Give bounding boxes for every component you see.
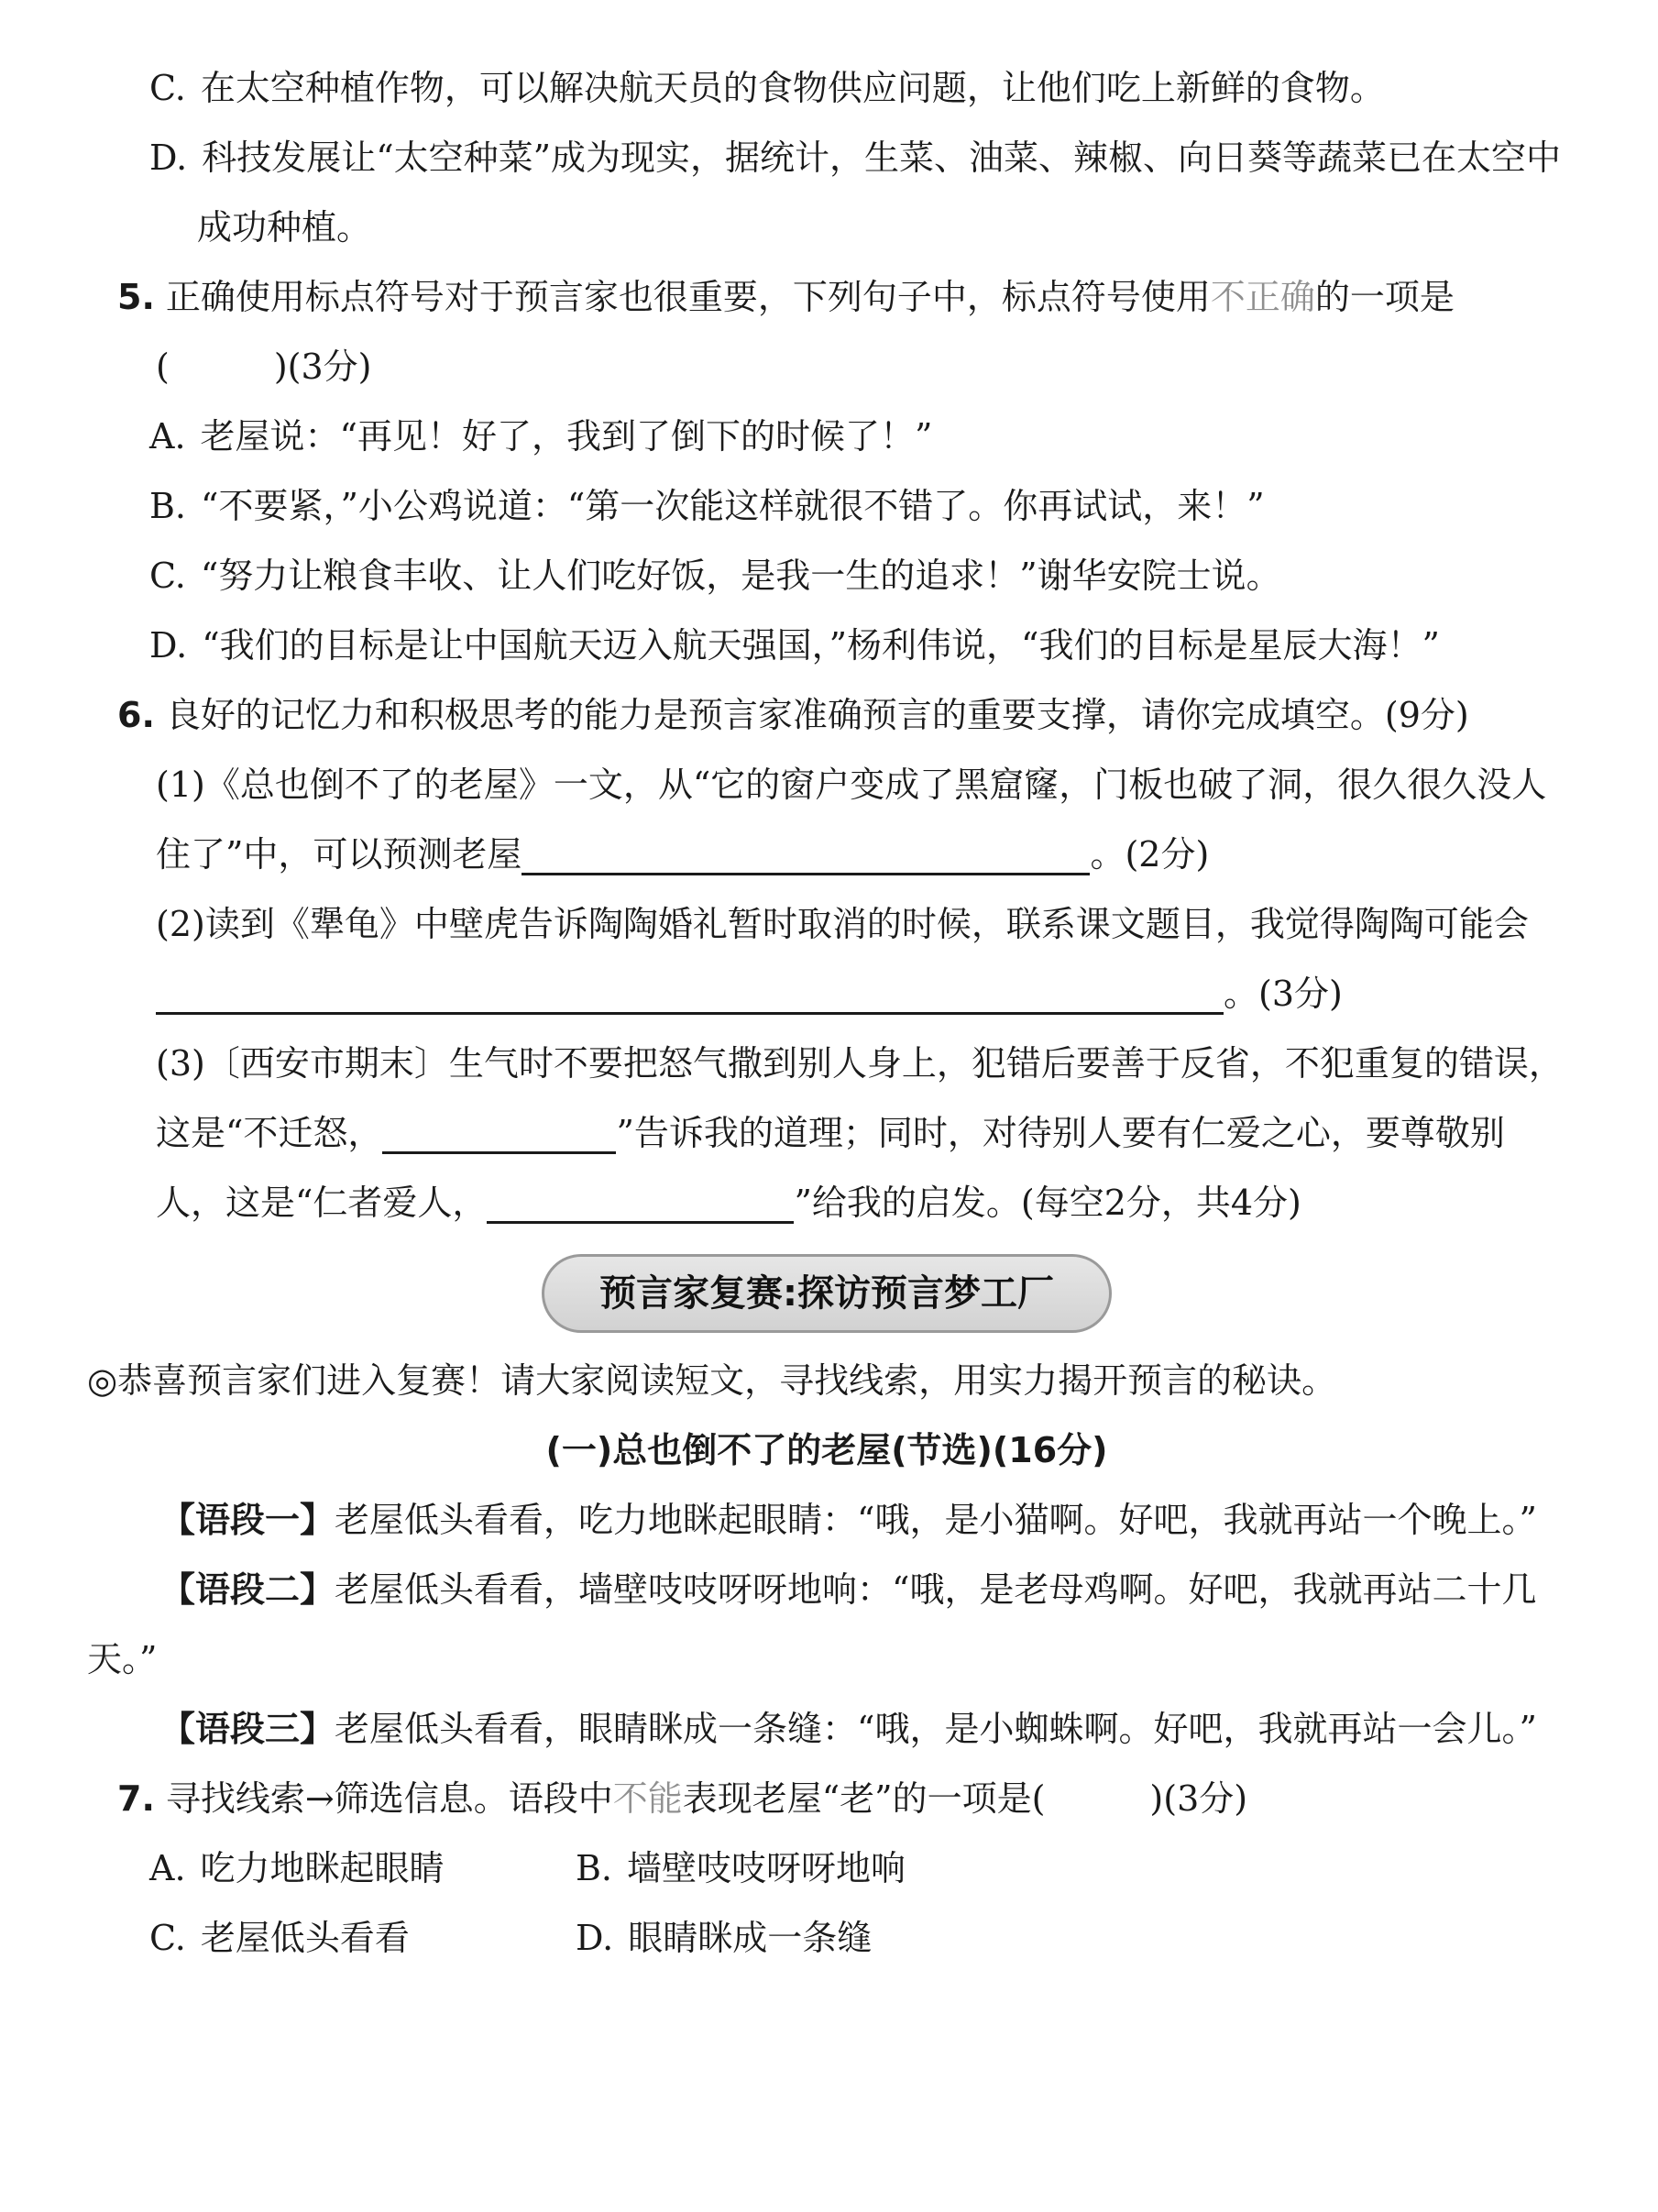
question-5-lead: 正确使用标点符号对于预言家也很重要，下列句子中，标点符号使用	[165, 277, 1211, 317]
item-score: 。(2分)	[1090, 834, 1210, 875]
passage-heading: (一)总也倒不了的老屋(节选)(16分)	[545, 1430, 1108, 1470]
q5-option-c	[149, 541, 1566, 611]
option-label: D.	[149, 625, 188, 666]
passage-2	[87, 1555, 1566, 1694]
item-text: 生气时不要把怒气撒到别人身上，犯错后要善于反省，不犯重复的错误，这是“不迁怒，	[156, 1043, 1564, 1153]
option-text: 在太空种植作物，可以解决航天员的食物供应问题，让他们吃上新鲜的食物。	[200, 68, 1385, 108]
fill-blank-3a	[382, 1151, 616, 1154]
passage-text: 老屋低头看看，吃力地眯起眼睛：“哦，是小猫啊。好吧，我就再站一个晚上。”	[335, 1500, 1537, 1540]
fill-blank-3b	[487, 1221, 794, 1224]
question-7-tail: 表现老屋“老”的一项是( )(3分)	[682, 1778, 1248, 1819]
question-7-lead: 寻找线索→筛选信息。语段中	[165, 1778, 613, 1819]
section-banner	[542, 1254, 1112, 1333]
option-label: A.	[149, 1848, 186, 1888]
passage-tag: 【语段三】	[160, 1709, 335, 1749]
question-7	[117, 1764, 1566, 1833]
option-text: “我们的目标是让中国航天迈入航天强国，”杨利伟说，“我们的目标是星辰大海！”	[202, 625, 1440, 666]
item-text: 读到《犟龟》中壁虎告诉陶陶婚礼暂时取消的时候，联系课文题目，我觉得陶陶可能会	[204, 904, 1529, 944]
question-6-number: 6.	[117, 695, 155, 735]
option-label: D.	[576, 1918, 614, 1958]
option-label: B.	[576, 1848, 613, 1888]
item-score: 。(3分)	[1224, 974, 1343, 1014]
option-label: C.	[149, 556, 186, 596]
question-7-number: 7.	[117, 1778, 155, 1819]
option-text: “努力让粮食丰收、让人们吃好饭，是我一生的追求！”谢华安院士说。	[200, 556, 1281, 596]
question-5-tail: 的一项是( )(3分)	[156, 277, 1455, 387]
q5-option-b	[149, 471, 1566, 541]
option-label: B.	[149, 486, 187, 526]
item-marker: (3)	[156, 1043, 205, 1084]
question-6-stem: 良好的记忆力和积极思考的能力是预言家准确预言的重要支撑，请你完成填空。(9分)	[165, 695, 1469, 735]
q6-item-2	[156, 889, 1566, 1029]
item-marker: (1)	[156, 765, 205, 805]
q7-option-a	[149, 1833, 576, 1903]
question-5-emphasis: 不正确	[1210, 277, 1315, 317]
q5-option-d	[149, 611, 1566, 680]
option-label: D.	[149, 138, 188, 178]
q7-option-c	[149, 1903, 576, 1973]
fill-blank-1	[522, 873, 1090, 875]
q7-option-b	[576, 1833, 1566, 1903]
question-7-emphasis: 不能	[612, 1778, 683, 1819]
passage-tag: 【语段一】	[160, 1500, 335, 1540]
passage-text: 老屋低头看看，墙壁吱吱呀呀地响：“哦，是老母鸡啊。好吧，我就再站二十几天。”	[87, 1569, 1537, 1679]
intro-line: ◎恭喜预言家们进入复赛！请大家阅读短文，寻找线索，用实力揭开预言的秘诀。	[87, 1360, 1337, 1401]
item-text: ”给我的启发。(每空2分，共4分)	[794, 1183, 1301, 1223]
option-text: 老屋低头看看	[200, 1918, 410, 1958]
option-text: “不要紧，”小公鸡说道：“第一次能这样就很不错了。你再试试，来！”	[201, 486, 1265, 526]
q6-item-3	[156, 1029, 1566, 1238]
option-text: 科技发展让“太空种菜”成为现实，据统计，生菜、油菜、辣椒、向日葵等蔬菜已在太空中成功种植。	[197, 138, 1562, 248]
section-banner-title: 预言家复赛:探访预言梦工厂	[599, 1272, 1054, 1315]
option-label: C.	[149, 1918, 186, 1958]
item-source-tag: 〔西安市期末〕	[204, 1043, 449, 1084]
q6-item-1	[156, 750, 1566, 889]
question-5	[117, 262, 1566, 402]
q4-option-d	[149, 123, 1566, 262]
option-text: 眼睛眯成一条缝	[628, 1918, 873, 1958]
passage-3	[87, 1694, 1566, 1764]
option-text: 吃力地眯起眼睛	[200, 1848, 445, 1888]
q4-option-c	[149, 53, 1566, 123]
option-label: C.	[149, 68, 186, 108]
question-6	[117, 680, 1566, 750]
passage-text: 老屋低头看看，眼睛眯成一条缝：“哦，是小蜘蛛啊。好吧，我就再站一会儿。”	[335, 1709, 1537, 1749]
option-text: 墙壁吱吱呀呀地响	[627, 1848, 906, 1888]
question-5-number: 5.	[117, 277, 155, 317]
q7-option-d	[576, 1903, 1566, 1973]
passage-tag: 【语段二】	[160, 1569, 335, 1610]
item-text: 《总也倒不了的老屋》一文，从“它的窗户变成了黑窟窿，门板也破了洞，很久很久没人住了”中，可以预测老屋	[156, 765, 1547, 875]
fill-blank-2	[156, 1012, 1224, 1015]
q7-options	[149, 1833, 1566, 1973]
item-text: ”告诉我的道理；同时，对待别人要有仁爱之心，要尊敬别人，这是“仁者爱人，	[156, 1113, 1505, 1223]
option-text: 老屋说：“再见！好了，我到了倒下的时候了！”	[200, 416, 933, 457]
item-marker: (2)	[156, 904, 205, 944]
passage-1	[87, 1485, 1566, 1555]
option-label: A.	[149, 416, 186, 457]
q5-option-a	[149, 402, 1566, 471]
